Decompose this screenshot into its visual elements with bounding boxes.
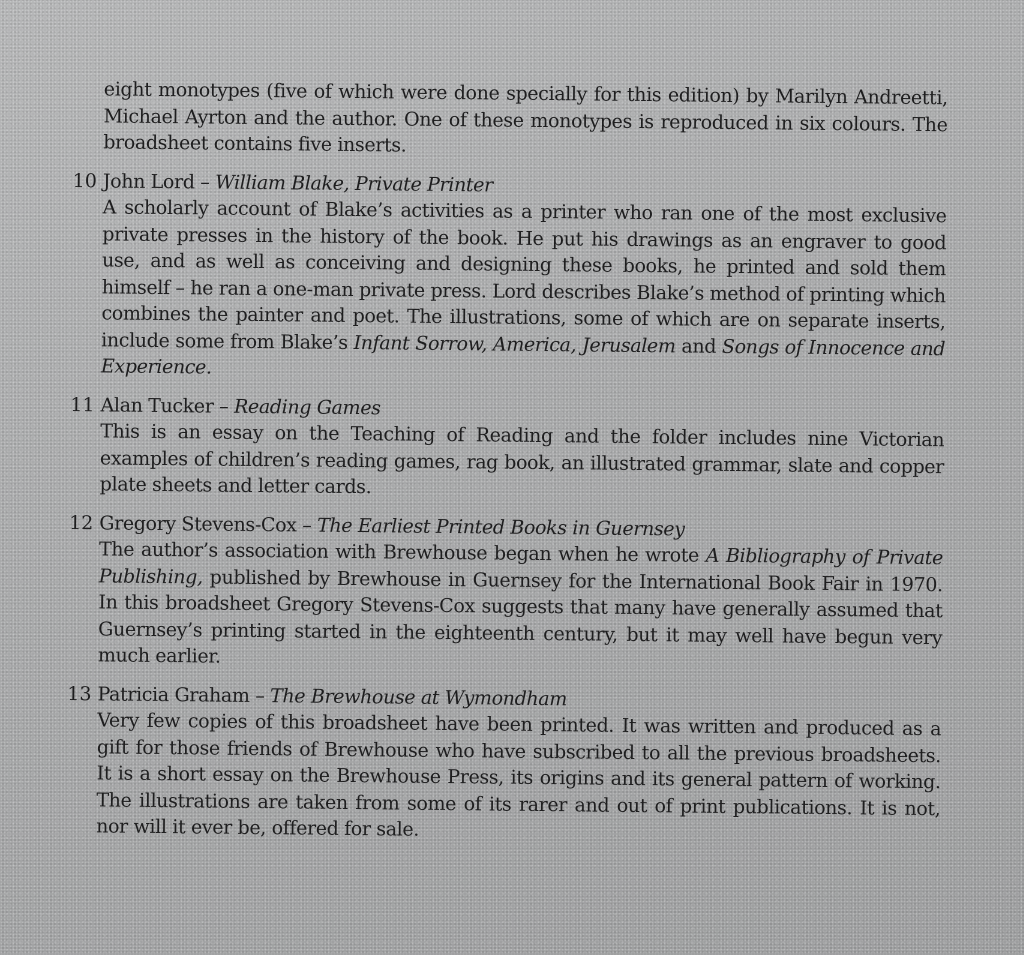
entry-separator: – [249,684,271,707]
entry-title: Reading Games [233,395,381,419]
entry-text-part: The author’s association with Brewhouse began when he wrote [98,538,706,567]
entry-italic-part: Songs of Innocence and Experience. [100,335,946,379]
entry-title: The Earliest Printed Books in Guernsey [317,514,685,540]
entry-text-part: published by Brewhouse in Guernsey for the International Book Fair in 1970. In this broadsheet Gregory Stevens-Cox suggests that many have generally assumed that Guernsey’s printing started in the eighteenth century, but it may well have begun very much earlier. [97,565,943,668]
entry-author: Patricia Graham [97,682,250,707]
entry-10 [65,167,947,388]
entry-description: Very few copies of this broadsheet have been printed. It was written and produced as a gift for those friends of Brewhouse who have subscribed to all the previous broadsheets. It is a short essay on the Brewhouse Press, its origins and its general pattern of working. The illustrations are taken from some of its rarer and out of print publications. It is not, nor will it ever be, offered for sale. [96,709,942,841]
entry-text-part: A scholarly account of Blake’s activities as a printer who ran one of the most exclusive private presses in the history of the book. He put his drawings as an engraver to good use, and as well as conceiving and designing these books, he printed and sold them himself – he ran a one-man private press. Lord describes Blake’s method of printing which combines the painter and poet. The illustrations, some of which are on separate inserts, include some from Blake’s [101,196,947,354]
entry-13 [60,680,942,848]
entry-text-part: and [675,334,723,358]
entry-number: 12 [69,511,94,534]
entry-title: The Brewhouse at Wymondham [270,684,568,710]
entry-number: 13 [67,682,92,705]
entry-separator: – [194,170,216,194]
entry-separator: – [296,513,318,537]
entry-11 [64,391,945,506]
entry-author: Alan Tucker [100,393,214,418]
entry-description [98,536,943,677]
entry-12 [62,509,944,677]
entry-author: Gregory Stevens-Cox [99,511,297,536]
entry-description: This is an essay on the Teaching of Reading and the folder includes nine Victorian examples of children’s reading games, rag book, an illustrated grammar, slate and copper plate sheets and letter cards. [99,420,945,499]
entry-italic-part: A Bibliography of Private Publishing, [98,544,944,588]
entry-separator: – [213,395,235,418]
entry-number: 11 [70,393,95,416]
entry-italic-part: Infant Sorrow, America, Jerusalem [353,331,676,357]
entry-description [101,194,947,388]
document-page [60,76,948,849]
entry-title: William Blake, Private Printer [215,171,493,196]
entry-number: 10 [72,169,98,192]
entry-author: John Lord [102,169,195,193]
intro-paragraph: eight monotypes (five of which were done specially for this edition) by Marilyn Andreetti, Michael Ayrton and the author. One of these monotypes is reproduced in six colours. The broadsheet contains five inserts. [103,78,948,157]
